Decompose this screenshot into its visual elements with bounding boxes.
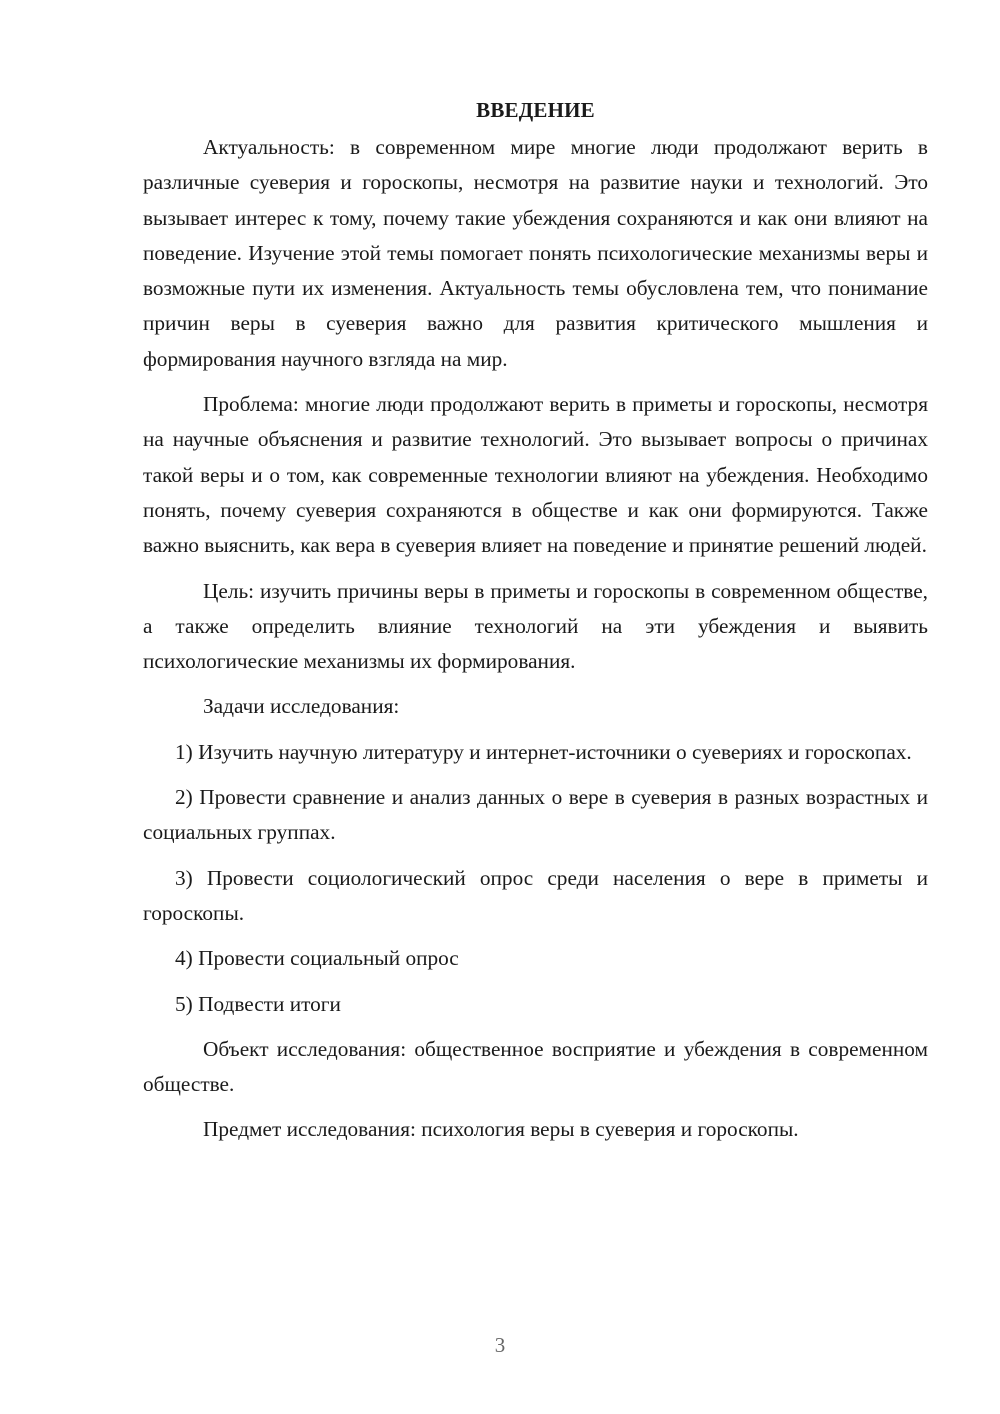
paragraph-subject: Предмет исследования: психология веры в суеверия и гороскопы.: [203, 1117, 799, 1142]
task-item: 4) Провести социальный опрос: [175, 946, 459, 971]
task-item: 5) Подвести итоги: [175, 991, 341, 1016]
paragraph-goal: Цель: изучить причины веры в приметы и гороскопы в современном обществе, а также определить влияние технологий на эти убеждения и выявить психологические механизмы их формирования.: [143, 578, 928, 674]
page-number: 3: [494, 1333, 506, 1357]
section-heading: ВВЕДЕНИЕ: [476, 98, 595, 122]
task-item: 3) Провести социологический опрос среди населения о вере в приметы и гороскопы.: [143, 865, 928, 925]
paragraph-object: Объект исследования: общественное восприятие и убеждения в современном обществе.: [143, 1036, 928, 1097]
paragraph-problem: Проблема: многие люди продолжают верить в приметы и гороскопы, несмотря на научные объяснения и развитие технологий. Это вызывает вопросы о причинах такой веры и о том, как современные технологии влияют на убеждения. Необходимо понять, почему суеверия сохраняются в обществе и как они формируются. Также важно выяснить, как вера в суеверия влияет на поведение и принятие решений людей.: [143, 392, 928, 558]
task-item: 1) Изучить научную литературу и интернет-источники о суевериях и гороскопах.: [175, 739, 912, 764]
paragraph-relevance: Актуальность: в современном мире многие люди продолжают верить в различные суеверия и гороскопы, несмотря на развитие науки и технологий. Это вызывает интерес к тому, почему такие убеждения сохраняются и как они влияют на поведение. Изучение этой темы помогает понять психологические механизмы веры и возможные пути их изменения. Актуальность темы обусловлена тем, что понимание причин веры в суеверия важно для развития критического мышления и формирования научного взгляда на мир.: [143, 135, 928, 371]
document-page: [143, 92, 928, 1158]
task-item: 2) Провести сравнение и анализ данных о вере в суеверия в разных возрастных и социальных группах.: [143, 785, 928, 845]
tasks-title: Задачи исследования:: [203, 694, 400, 719]
